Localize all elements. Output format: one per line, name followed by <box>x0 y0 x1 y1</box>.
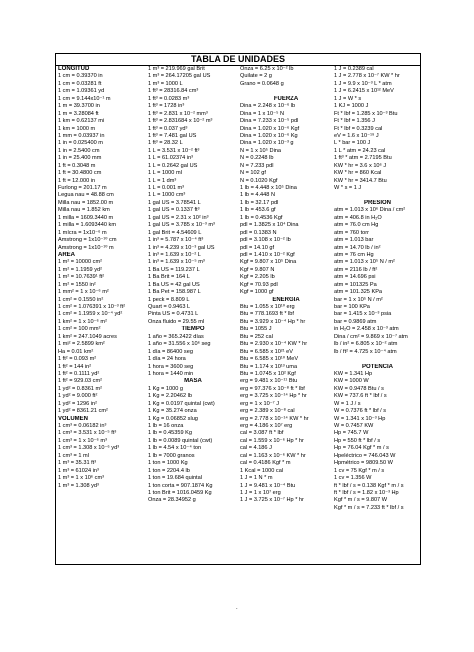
conversion-line: atm = 76.0 cm Hg <box>334 222 379 229</box>
section-heading: ÁREA <box>58 251 76 258</box>
conversion-line: cal = 0.4186 Kgf * m <box>240 460 291 467</box>
conversion-line: 1 ft = 12.000 in <box>58 177 96 184</box>
conversion-line: 1 mícra = 1x10⁻⁶ m <box>58 229 107 236</box>
conversion-line: Furlong = 201.17 m <box>58 185 107 191</box>
conversion-line: 1 hora = 1440 min <box>148 370 194 377</box>
conversion-line: KW * hr = 3.6 x 10⁶ J <box>334 162 387 169</box>
conversion-line: N = 1 x 10⁵ Dina <box>240 147 282 154</box>
conversion-line: 1 cv = 75 Kgf * m / s <box>334 467 385 474</box>
conversion-line: erg = 2.389 x 10⁻⁸ cal <box>240 408 295 415</box>
column-3 <box>240 66 332 505</box>
conversion-line: 1 in = 25.400 mm <box>58 155 102 162</box>
conversion-line: atm = 1.013 x 10⁶ Dina / cm² <box>334 207 406 214</box>
conversion-line: 1 Kg = 0.06852 slug <box>148 415 198 422</box>
conversion-line: 1 lb = 16 onza <box>148 423 184 429</box>
conversion-line: atm = 760 torr <box>334 229 369 236</box>
conversion-line: lb / in² = 6.805 x 10⁻² atm <box>334 341 398 348</box>
conversion-line: Onza = 6.25 x 10⁻² lb <box>240 66 294 72</box>
conversion-line: 1 KJ = 1000 J <box>334 103 369 110</box>
column-2 <box>148 66 238 505</box>
conversion-line: 1 gal US = 0.1337 ft³ <box>148 207 200 214</box>
conversion-line: Ha = 0.01 km² <box>58 348 94 355</box>
conversion-line: 1 L = 1000 ml <box>148 170 182 177</box>
conversion-line: Kgf = 2.205 lb <box>240 274 275 281</box>
conversion-line: Kgf = 1000 gf <box>240 289 274 296</box>
conversion-line: Hp = 745.7 W <box>334 430 369 437</box>
conversion-line: bar = 1.415 x 10⁻³ psia <box>334 311 392 318</box>
section-heading: PRESIÓN <box>363 199 391 206</box>
conversion-line: 1 cm³ = 3.531 x 10⁻⁵ ft³ <box>58 430 117 437</box>
conversion-line: Amstrong = 1x10⁻¹⁰ cm <box>58 237 117 244</box>
conversion-line: 1 in = 0.025400 m <box>58 140 103 147</box>
conversion-line: 1 L * atm = 24.23 cal <box>334 147 386 154</box>
conversion-line: 1 mm² = 1 x 10⁻⁶ m² <box>58 289 109 296</box>
conversion-line: Btu = 1.055 x 10¹⁰ erg <box>240 304 295 310</box>
conversion-line: 1 ton = 1000 Kg <box>148 460 188 467</box>
conversion-line: atm = 14.696 psi <box>334 274 376 281</box>
conversion-line: atm = 101.325 KPa <box>334 289 383 296</box>
conversion-line: pdl = 3.108 x 10⁻² lb <box>240 237 291 244</box>
conversion-line: 1 L = 0.001 m³ <box>148 185 185 191</box>
conversion-line: 1 yd² = 0.8361 m² <box>58 385 102 392</box>
conversion-line: erg = 3.725 x 10⁻¹⁴ Hp * hr <box>240 393 307 400</box>
conversion-line: 1 cm² = 100 mm² <box>58 326 101 333</box>
conversion-line: Onza fluido = 29.55 ml <box>148 318 205 325</box>
conversion-line: 1 m = 3.28084 ft <box>58 110 99 117</box>
section-heading: POTENCIA <box>361 363 393 370</box>
conversion-line: 1 J = 1 N * m <box>240 475 273 482</box>
conversion-line: 1 m² = 10.7639¹ ft² <box>58 274 105 281</box>
conversion-line: Onza = 28.34952 g <box>148 497 196 504</box>
conversion-line: Milla nau = 1852.00 m <box>58 199 114 206</box>
conversion-line: 1 ton Brit = 1016.0459 Kg <box>148 489 212 496</box>
conversion-line: 1 gal US = 3.78541 L <box>148 199 201 206</box>
conversion-line: Dina = 7.233 x 10⁻⁵ pdl <box>240 118 299 125</box>
conversion-line: 1 cm = 0.03281 ft <box>58 80 102 87</box>
conversion-line: N = 0.2248 lb <box>240 155 274 162</box>
conversion-line: 1 m³ = 1 x 10⁶ cm³ <box>58 475 104 482</box>
conversion-line: Btu = 1.0745 x 10² Kgf <box>240 370 296 377</box>
conversion-line: 1 cv = 1.356 W <box>334 475 372 482</box>
conversion-line: atm = 1.013 x 10⁵ N / m² <box>334 259 395 266</box>
conversion-line: Kgf = 9.807 N <box>240 266 275 273</box>
conversion-line: 1 cm³ = 1 ml <box>58 452 89 459</box>
section-heading: TIEMPO <box>181 326 205 333</box>
conversion-line: W = 1 J / s <box>334 400 361 407</box>
conversion-line: Amstrong = 1x10⁻¹⁰ m <box>58 244 114 251</box>
section-heading: ENERGÍA <box>272 296 300 303</box>
conversion-line: Hpeléctrico = 746.043 W <box>334 452 396 459</box>
conversion-line: 1 cm² = 1.076391 x 10⁻³ ft² <box>58 304 126 310</box>
conversion-line: 1 in³ = 1.639 x 10⁻⁵ m³ <box>148 259 205 266</box>
conversion-line: 1 cm³ = 0.06182 in³ <box>58 423 107 429</box>
conversion-line: 1 ft = 0.3048 m <box>58 162 96 169</box>
spacer <box>240 88 332 95</box>
conversion-line: 1 cm³ = 1.308 x 10⁻⁶ yd³ <box>58 445 120 452</box>
conversion-line: Hpmétrico = 9809.50 W <box>334 460 393 467</box>
conversion-line: cal = 4.186 J <box>240 445 272 452</box>
conversion-line: cal = 1.163 x 10⁻⁶ KW * hr <box>240 452 306 459</box>
conversion-line: 1 gal Brit = 4.54609 L <box>148 229 202 236</box>
conversion-line: Btu = 6.585 x 10¹⁰ MeV <box>240 356 299 363</box>
conversion-line: 1 Ba US = 42 gal US <box>148 281 200 288</box>
conversion-line: erg = 9.481 x 10⁻¹¹ Btu <box>240 378 298 385</box>
conversion-line: Dina = 1 x 10⁻⁵ N <box>240 110 284 117</box>
conversion-line: atm = 101325 Pa <box>334 281 377 288</box>
conversion-line: 1 cm = 0.39370 in <box>58 73 103 80</box>
conversion-line: 1 hora = 3600 seg <box>148 363 194 370</box>
conversion-line: in H₂O = 2.458 x 10⁻³ atm <box>334 326 399 333</box>
conversion-line: 1 mi² = 2.5899 km² <box>58 341 105 348</box>
conversion-line: 1 J = 2.778 x 10⁻⁷ KW * hr <box>334 73 400 80</box>
conversion-line: 1 yd² = 9.000 ft² <box>58 393 98 400</box>
conversion-line: 1 año = 31.556 x 10⁶ seg <box>148 341 211 348</box>
conversion-line: Hp = 76.04 Kgf * m / s <box>334 445 389 452</box>
conversion-line: 1 ft³ = 7.481 gal US <box>148 132 197 139</box>
conversion-line: 1 J = 9.481 x 10⁻⁴ Btu <box>240 482 296 489</box>
conversion-line: ft * lbf / s = 1.82 x 10⁻³ Hp <box>334 489 399 496</box>
unit-table <box>55 53 421 565</box>
conversion-line: Kgf = 70.93 pdl <box>240 281 278 288</box>
conversion-line: 1 milla = 1609.3440 m <box>58 214 114 221</box>
conversion-line: pdl = 0.1383 N <box>240 229 277 236</box>
conversion-line: cal = 3.087 ft * lbf <box>240 430 284 437</box>
conversion-line: 1 yd² = 1296 in² <box>58 400 98 407</box>
conversion-line: 1 Kg = 35.274 onza <box>148 408 197 415</box>
conversion-line: 1 ft³ = 0.0283 m³ <box>148 95 190 102</box>
conversion-line: 1 J = 1 x 10⁷ erg <box>240 489 281 496</box>
conversion-line: 1 cm = 1.09361 yd <box>58 88 105 95</box>
conversion-line: 1 día = 24 hora <box>148 356 186 363</box>
conversion-line: erg = 1 x 10⁻⁷ J <box>240 400 280 407</box>
conversion-line: Ft * lbf = 1.285 x 10⁻³ Btu <box>334 110 398 117</box>
conversion-line: 1 J = 9.9 x 10⁻³ L * atm <box>334 80 392 87</box>
column-4 <box>334 66 421 512</box>
conversion-line: N = 102 gf <box>240 170 266 177</box>
conversion-line: 1 lb = 4.448 N <box>240 192 275 199</box>
column-1 <box>58 66 146 490</box>
conversion-line: Pinta US = 0.4731 L <box>148 311 199 318</box>
page-mark: . <box>236 605 238 611</box>
conversion-line: 1 km² = 1 x 10⁻⁶ m² <box>58 318 107 325</box>
conversion-line: 1 ft³ = 0.037 yd³ <box>148 125 188 132</box>
conversion-line: 1 ft³ = 2.831 x 10⁻² mm³ <box>148 110 208 117</box>
conversion-line: 1 m² = 10000 cm² <box>58 259 102 266</box>
conversion-line: Ft * lbf = 1.356 J <box>334 118 375 125</box>
conversion-line: cal = 1.559 x 10⁻⁶ Hp * hr <box>240 437 304 444</box>
section-heading: LONGITUD <box>58 66 90 72</box>
conversion-line: 1 ft³ = 28316.84 cm³ <box>148 88 199 95</box>
conversion-line: 1 lb = 0.0089 quintal (cwt) <box>148 437 213 444</box>
conversion-line: 1 año = 365.2422 días <box>148 333 204 340</box>
conversion-line: 1 cm = 9.144x10⁻¹ m <box>58 95 111 102</box>
conversion-line: 1 día = 86400 seg <box>148 348 193 355</box>
conversion-line: W * s = 1 J <box>334 185 362 191</box>
conversion-line: erg = 4.186 x 10⁷ erg <box>240 423 293 429</box>
conversion-line: Btu = 3.929 x 10⁻⁴ Hp * hr <box>240 318 306 325</box>
conversion-line: 1 in = 2.5400 cm <box>58 147 100 154</box>
conversion-line: 1 ft³ = 28.32 L <box>148 140 183 147</box>
spacer <box>334 356 421 363</box>
conversion-line: 1 lb = 7000 granos <box>148 452 195 459</box>
conversion-line: 1 gal US = 2.31 x 10² in³ <box>148 214 209 221</box>
conversion-line: erg = 2.778 x 10⁻¹⁴ KW * hr <box>240 415 309 422</box>
spacer <box>334 192 421 199</box>
conversion-line: atm = 14.70 lb / in² <box>334 244 381 251</box>
conversion-line: KW * hr = 860 Kcal <box>334 170 382 177</box>
conversion-line: 1 Kcal = 1000 cal <box>240 467 284 474</box>
conversion-line: 1 Ba Pet = 158.987 L <box>148 289 201 296</box>
section-heading: FUERZA <box>273 95 299 102</box>
conversion-line: 1 m² = 1550 in² <box>58 281 96 288</box>
conversion-line: 1 m³ = 1.308 yd³ <box>58 482 99 489</box>
conversion-line: Kgf = 9.807 x 10⁵ Dina <box>240 259 297 266</box>
conversion-line: 1 L = 3.531 x 10⁻² ft³ <box>148 147 200 154</box>
conversion-line: Dina / cm² = 9.869 x 10⁻⁷ atm <box>334 333 408 340</box>
conversion-line: bar = 100 KPa <box>334 304 370 310</box>
conversion-line: W = 0.7376 ft * lbf / s <box>334 408 387 415</box>
conversion-line: atm = 1.013 bar <box>334 237 374 244</box>
conversion-line: 1 Ba US = 119.237 L <box>148 266 200 273</box>
conversion-line: 1 m³ = 61024 in³ <box>58 467 99 474</box>
conversion-line: 1 peck = 8.809 L <box>148 296 190 303</box>
conversion-line: L * bar = 100 J <box>334 140 371 147</box>
conversion-line: 1 L = 1 dm³ <box>148 177 177 184</box>
conversion-line: bar = 0.9869 atm <box>334 318 377 325</box>
conversion-line: Ft * lbf = 0.3239 cal <box>334 125 383 132</box>
conversion-line: Milla nau = 1.852 km <box>58 207 110 214</box>
conversion-line: 1 lb = 453.6 gf <box>240 207 276 214</box>
conversion-line: 1 J = 6.2415 x 10¹² MeV <box>334 88 394 95</box>
conversion-line: 1 ft² = 929.03 cm² <box>58 378 102 385</box>
conversion-line: 1 km = 0.62137 mi <box>58 118 105 125</box>
section-heading: MASA <box>184 378 202 385</box>
conversion-line: pdl = 1.3825 x 10⁴ Dina <box>240 222 299 229</box>
conversion-line: 1 L = 61.02374 in³ <box>148 155 194 162</box>
conversion-line: erg = 97.376 x 10⁻⁸ ft * lbf <box>240 385 305 392</box>
conversion-line: 1 in³ = 4.239 x 10⁻³ gal US <box>148 244 215 251</box>
conversion-line: 1 lb = 4.448 x 10⁵ Dina <box>240 185 297 191</box>
conversion-line: 1 in³ = 1.639 x 10⁻² L <box>148 251 201 258</box>
conversion-line: 1 lb = 4.54 x 10⁻⁴ ton <box>148 445 202 452</box>
conversion-line: 1 lb = 32.17 pdl <box>240 199 279 206</box>
conversion-line: 1 cm³ = 1 x 10⁻⁶ m³ <box>58 437 107 444</box>
conversion-line: 1 ft³ = 1728 in³ <box>148 103 185 110</box>
conversion-line: N = 0.1020 Kgf <box>240 177 278 184</box>
conversion-line: 1 yd² = 8361.21 cm² <box>58 408 108 415</box>
conversion-line: 1 ft² = 144 in² <box>58 363 92 370</box>
conversion-line: Btu = 1.174 x 10¹³ uma <box>240 363 298 370</box>
conversion-line: atm = 76 cm Hg <box>334 251 374 258</box>
conversion-line: 1 m³ = 264.17205 gal US <box>148 73 211 80</box>
conversion-line: 1 ft = 30.4800 cm <box>58 170 102 177</box>
conversion-line: 1 Kg = 1000 g <box>148 385 183 392</box>
conversion-line: 1 J = 0.2389 cal <box>334 66 374 72</box>
conversion-line: 1 km = 1000 m <box>58 125 96 132</box>
conversion-line: 1 m = 39.3700 in <box>58 103 100 110</box>
conversion-line: 1 km² = 247.1049 acres <box>58 333 117 340</box>
page-title: TABLA DE UNIDADES <box>191 54 285 64</box>
conversion-line: 1 ton corta = 907.1874 Kg <box>148 482 213 489</box>
conversion-line: W = 0.7457 KW <box>334 423 374 429</box>
conversion-line: 1 m³ = 219.969 gal Brit <box>148 66 205 72</box>
conversion-line: 1 L = 0.2642 gal US <box>148 162 198 169</box>
conversion-line: 1 m³ = 35.31 ft³ <box>58 460 97 467</box>
conversion-line: Quart = 0.9463 L <box>148 304 191 310</box>
conversion-line: 1 Kg = 0.0197 quintal (cwt) <box>148 400 215 407</box>
conversion-line: pdl = 1.410 x 10⁻² Kgf <box>240 251 295 258</box>
conversion-line: 1 ft³ * atm = 2.7195 Btu <box>334 155 392 162</box>
conversion-line: 1 ft³ = 2.831684 x 10⁻² m³ <box>148 118 213 125</box>
conversion-line: Btu = 778.1693 ft * lbf <box>240 311 294 318</box>
conversion-line: Grano = 0.0648 g <box>240 80 284 87</box>
conversion-line: Btu = 6.585 x 10²¹ eV <box>240 348 294 355</box>
conversion-line: Kgf * m / s = 7.233 ft * lbf / s <box>334 504 404 511</box>
conversion-line: 1 gal US = 3.785 x 10⁻³ m³ <box>148 222 215 229</box>
conversion-line: bar = 1 x 10⁵ N / m² <box>334 296 383 303</box>
conversion-line: 1 ft² = 0.093 m² <box>58 356 97 363</box>
conversion-line: 1 Kg = 2.20462 lb <box>148 393 193 400</box>
section-heading: VOLUMEN <box>58 415 88 422</box>
conversion-line: ft * lbf / s = 0.138 Kgf * m / s <box>334 482 404 489</box>
conversion-line: 1 cm² = 0.1550 in² <box>58 296 104 303</box>
conversion-line: KW = 737.6 ft * lbf / s <box>334 393 387 400</box>
conversion-line: Dina = 1.020 x 10⁻³ g <box>240 140 294 147</box>
conversion-line: eV = 1.6 x 10⁻¹⁹ J <box>334 132 379 139</box>
conversion-line: 1 ton = 19.684 quintal <box>148 475 202 482</box>
conversion-line: KW = 1000 W <box>334 378 369 385</box>
conversion-line: atm = 406.8 in H₂O <box>334 214 382 221</box>
conversion-line: 1 lb = 0.45359 Kg <box>148 430 193 437</box>
conversion-line: Btu = 2.930 x 10⁻⁴ KW * hr <box>240 341 308 348</box>
conversion-line: 1 ft² = 0.1111 yd² <box>58 370 100 377</box>
conversion-line: pdl = 14.10 gf <box>240 244 275 251</box>
conversion-line: KW = 1.341 Hp <box>334 370 373 377</box>
conversion-line: 1 m³ = 1000 L <box>148 80 183 87</box>
conversion-line: Btu = 252 cal <box>240 333 273 340</box>
conversion-line: lb / ft² = 4.725 x 10⁻⁴ atm <box>334 348 397 355</box>
conversion-line: N = 7.233 pdl <box>240 162 274 169</box>
conversion-line: 1 L = 1000 cm³ <box>148 192 186 199</box>
conversion-line: 1 J = 3.725 x 10⁻⁷ Hp * hr <box>240 497 304 504</box>
conversion-line: Dina = 1.020 x 10⁻⁶ Kgf <box>240 125 300 132</box>
conversion-line: Dina = 2.248 x 10⁻⁶ lb <box>240 103 296 110</box>
conversion-line: 1 milla = 1.6093440 km <box>58 222 116 229</box>
conversion-line: atm = 2116 lb / ft² <box>334 266 378 273</box>
conversion-line: 1 ton = 2204.4 lb <box>148 467 190 474</box>
conversion-line: 1 m² = 1.1959 yd² <box>58 266 102 273</box>
conversion-line: W = 1.341 x 10⁻³ Hp <box>334 415 386 422</box>
conversion-line: 1 Ba Brit = 164 L <box>148 274 190 281</box>
conversion-line: 1 in³ = 5.787 x 10⁻⁴ ft³ <box>148 237 204 244</box>
conversion-line: 1 mm = 0.03937 in <box>58 132 105 139</box>
conversion-line: Dina = 1.020 x 10⁻⁶ Kg <box>240 132 298 139</box>
conversion-line: 1 cm² = 1.1959 x 10⁻⁴ yd² <box>58 311 123 318</box>
conversion-line: Btu = 1055 J <box>240 326 272 333</box>
conversion-line: 1 lb = 0.4536 Kgf <box>240 214 283 221</box>
conversion-line: Kgf * m / s = 9.807 W <box>334 497 388 504</box>
conversion-line: Legua nau = 48.88 cm <box>58 192 114 199</box>
conversion-line: KW = 0.9478 Btu / s <box>334 385 384 392</box>
conversion-line: 1 J = W * s <box>334 95 362 102</box>
conversion-line: KW * hr = 3414.7 Btu <box>334 177 387 184</box>
conversion-line: Hp = 550 ft * lbf / s <box>334 437 381 444</box>
conversion-line: Quilate = 2 g <box>240 73 272 80</box>
